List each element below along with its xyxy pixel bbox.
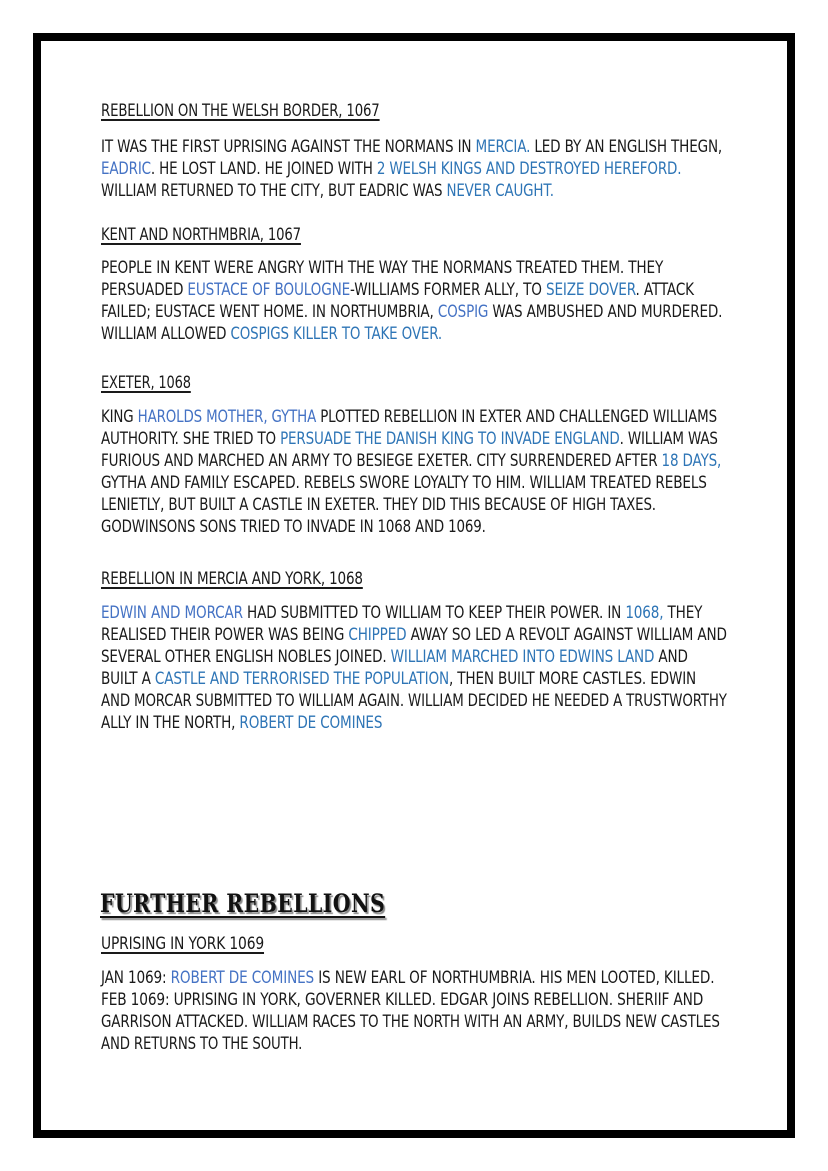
paragraph-line [101, 181, 554, 201]
highlighted-text: PERSUADE THE DANISH KING TO INVADE ENGLAND [280, 429, 620, 449]
text-segment: GYTHA AND FAMILY ESCAPED. REBELS SWORE LOYALTY TO HIM. WILLIAM TREATED REBELS [101, 473, 707, 493]
text-segment: PEOPLE IN KENT WERE ANGRY WITH THE WAY THE NORMANS TREATED THEM. THEY [101, 258, 664, 278]
paragraph-line [101, 603, 702, 623]
text-segment: ALLY IN THE NORTH, [101, 713, 240, 733]
text-segment: WAS AMBUSHED AND MURDERED. [488, 302, 723, 322]
section-heading: REBELLION IN MERCIA AND YORK, 1068 [101, 569, 363, 589]
paragraph-line [101, 407, 717, 427]
highlighted-text: 1068, [625, 603, 664, 623]
text-segment: AND MORCAR SUBMITTED TO WILLIAM AGAIN. WILLIAM DECIDED HE NEEDED A TRUSTWORTHY [101, 691, 727, 711]
highlighted-text: NEVER CAUGHT. [446, 181, 554, 201]
section-heading: REBELLION ON THE WELSH BORDER, 1067 [101, 101, 380, 121]
text-segment: BUILT A [101, 669, 155, 689]
paragraph-line [101, 691, 727, 711]
highlighted-text: SEIZE DOVER [545, 280, 636, 300]
paragraph-line [101, 1012, 720, 1032]
text-segment: REALISED THEIR POWER WAS BEING [101, 625, 349, 645]
text-segment: AWAY SO LED A REVOLT AGAINST WILLIAM AND [406, 625, 727, 645]
paragraph-line [101, 1034, 302, 1054]
paragraph-line [101, 625, 727, 645]
paragraph-line [101, 159, 681, 179]
section-heading: EXETER, 1068 [101, 373, 191, 393]
highlighted-text: ROBERT DE COMINES [239, 713, 383, 733]
paragraph-line [101, 990, 703, 1010]
text-segment: PLOTTED REBELLION IN EXTER AND CHALLENGED WILLIAMS [316, 407, 717, 427]
text-segment: AUTHORITY. SHE TRIED TO [101, 429, 281, 449]
paragraph-line [101, 451, 721, 471]
highlighted-text: 2 WELSH KINGS AND DESTROYED HEREFORD. [376, 159, 682, 179]
highlighted-text: EUSTACE OF BOULOGNE [187, 280, 351, 300]
paragraph-line [101, 517, 486, 537]
highlighted-text: MERCIA. [475, 137, 531, 157]
text-segment: . WILLIAM WAS [619, 429, 718, 449]
text-segment: KING [101, 407, 138, 427]
text-segment: HAD SUBMITTED TO WILLIAM TO KEEP THEIR POWER. IN [242, 603, 626, 623]
highlighted-text: 18 DAYS, [661, 451, 722, 471]
text-segment: FURIOUS AND MARCHED AN ARMY TO BESIEGE EXETER. CITY SURRENDERED AFTER [101, 451, 662, 471]
text-segment: AND [654, 647, 688, 667]
paragraph-line [101, 429, 718, 449]
paragraph-line [101, 713, 382, 733]
paragraph-line [101, 324, 442, 344]
text-segment: PERSUADED [101, 280, 188, 300]
text-segment: SEVERAL OTHER ENGLISH NOBLES JOINED. [101, 647, 391, 667]
text-segment: -WILLIAMS FORMER ALLY, TO [350, 280, 546, 300]
paragraph-line [101, 968, 714, 988]
text-segment: WILLIAM RETURNED TO THE CITY, BUT EADRIC WAS [101, 181, 447, 201]
paragraph-line [101, 495, 656, 515]
highlighted-text: EDWIN AND MORCAR [101, 603, 243, 623]
highlighted-text: ROBERT DE COMINES [170, 968, 315, 988]
text-segment: LENIETLY, BUT BUILT A CASTLE IN EXETER. THEY DID THIS BECAUSE OF HIGH TAXES. [101, 495, 656, 515]
section-heading: KENT AND NORTHMBRIA, 1067 [101, 225, 301, 245]
paragraph-line [101, 647, 688, 667]
text-segment: LED BY AN ENGLISH THEGN, [530, 137, 723, 157]
highlighted-text: EADRIC [101, 159, 151, 179]
section-heading: UPRISING IN YORK 1069 [101, 934, 265, 954]
text-segment: THEY [663, 603, 703, 623]
text-segment: GARRISON ATTACKED. WILLIAM RACES TO THE NORTH WITH AN ARMY, BUILDS NEW CASTLES [101, 1012, 720, 1032]
text-segment: . HE LOST LAND. HE JOINED WITH [150, 159, 377, 179]
paragraph-line [101, 669, 696, 689]
text-segment: IS NEW EARL OF NORTHUMBRIA. HIS MEN LOOTED, KILLED. [314, 968, 715, 988]
text-segment: WILLIAM ALLOWED [101, 324, 231, 344]
text-segment: GODWINSONS SONS TRIED TO INVADE IN 1068 AND 1069. [101, 517, 486, 537]
highlighted-text: HAROLDS MOTHER, GYTHA [137, 407, 317, 427]
further-rebellions-title: FURTHER REBELLIONS [100, 889, 386, 918]
highlighted-text: WILLIAM MARCHED INTO EDWINS LAND [390, 647, 655, 667]
paragraph-line [101, 473, 707, 493]
highlighted-text: CASTLE AND TERRORISED THE POPULATION [154, 669, 449, 689]
paragraph-line [101, 137, 722, 157]
text-segment: IT WAS THE FIRST UPRISING AGAINST THE NORMANS IN [101, 137, 476, 157]
paragraph-line [101, 302, 722, 322]
highlighted-text: COSPIGS KILLER TO TAKE OVER. [230, 324, 443, 344]
paragraph-line [101, 280, 694, 300]
highlighted-text: CHIPPED [348, 625, 407, 645]
text-segment: FEB 1069: UPRISING IN YORK, GOVERNER KILLED. EDGAR JOINS REBELLION. SHERIIF AND [101, 990, 704, 1010]
text-segment: , THEN BUILT MORE CASTLES. EDWIN [448, 669, 697, 689]
text-segment: JAN 1069: [101, 968, 171, 988]
text-segment: . ATTACK [635, 280, 694, 300]
text-segment: AND RETURNS TO THE SOUTH. [101, 1034, 303, 1054]
highlighted-text: COSPIG [437, 302, 489, 322]
text-segment: FAILED; EUSTACE WENT HOME. IN NORTHUMBRIA, [101, 302, 438, 322]
paragraph-line [101, 258, 663, 278]
